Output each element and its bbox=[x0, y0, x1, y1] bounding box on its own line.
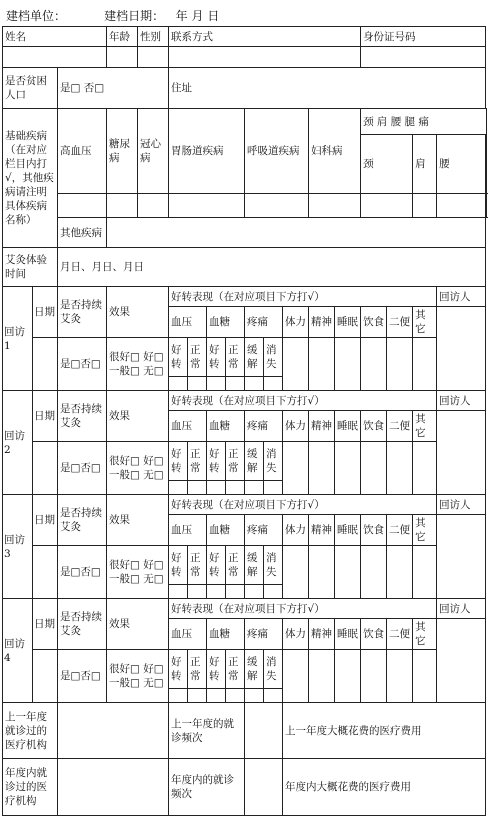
age-field[interactable] bbox=[107, 47, 138, 68]
age-label: 年龄 bbox=[107, 27, 138, 47]
pain-shoulder: 肩 bbox=[413, 135, 437, 194]
visit-1-date-label: 日期 bbox=[33, 287, 58, 338]
visit-4-check-pain-relieved[interactable] bbox=[245, 689, 264, 703]
sex-label: 性别 bbox=[138, 27, 169, 47]
visit-3-other: 其它 bbox=[413, 515, 437, 546]
visit-4-strength: 体力 bbox=[283, 619, 309, 650]
visit-3-strength: 体力 bbox=[283, 515, 309, 546]
visit-4-date-label: 日期 bbox=[33, 599, 58, 650]
visit-4-excretion: 二便 bbox=[387, 619, 413, 650]
visit-1-spirit: 精神 bbox=[309, 307, 335, 338]
visit-1-check-glucose-normal[interactable] bbox=[226, 377, 245, 391]
visit-1-continue-label: 是否持续艾灸 bbox=[58, 287, 107, 338]
visit-2-strength: 体力 bbox=[283, 411, 309, 442]
visit-1-sleep: 睡眠 bbox=[335, 307, 361, 338]
visit-1-check-bp-better[interactable] bbox=[169, 377, 188, 391]
visit-4-check-strength[interactable] bbox=[283, 650, 309, 703]
day-label: 日 bbox=[207, 9, 219, 23]
this-year-cost-label: 年度内大概花费的医疗费用 bbox=[283, 759, 486, 816]
visit-1-excretion: 二便 bbox=[387, 307, 413, 338]
registration-form-table bbox=[2, 26, 487, 816]
visit-3-check-diet[interactable] bbox=[361, 546, 387, 599]
visit-3-check-excretion[interactable] bbox=[387, 546, 413, 599]
visit-2-visitor-label: 回访人 bbox=[437, 391, 486, 411]
visit-3-diet: 饮食 bbox=[361, 515, 387, 546]
visit-2-effect-label: 效果 bbox=[107, 391, 169, 442]
id-number-label: 身份证号码 bbox=[361, 27, 486, 47]
visit-2-check-pain-gone[interactable] bbox=[264, 481, 283, 495]
visit-1-bp: 血压 bbox=[169, 307, 207, 338]
visit-2-glucose-better[interactable]: 好转 bbox=[207, 442, 226, 481]
this-year-institution-field[interactable] bbox=[58, 759, 169, 816]
prev-year-cost-label: 上一年度大概花费的医疗费用 bbox=[283, 703, 486, 759]
visit-3-pain: 疼痛 bbox=[245, 515, 283, 546]
visit-4-date-field[interactable] bbox=[33, 650, 58, 703]
visit-2-bp: 血压 bbox=[169, 411, 207, 442]
visit-4-check-sleep[interactable] bbox=[335, 650, 361, 703]
visit-3-glucose-normal[interactable]: 正常 bbox=[226, 546, 245, 585]
visit-4-spirit: 精神 bbox=[309, 619, 335, 650]
visit-4-check-bp-normal[interactable] bbox=[188, 689, 207, 703]
visit-3-glucose-better[interactable]: 好转 bbox=[207, 546, 226, 585]
visit-3-check-other[interactable] bbox=[413, 546, 437, 599]
visit-3-label: 回访3 bbox=[3, 495, 33, 599]
visit-1-other: 其它 bbox=[413, 307, 437, 338]
visit-3-check-pain-gone[interactable] bbox=[264, 585, 283, 599]
disease-respiratory: 呼吸道疾病 bbox=[245, 109, 309, 194]
visit-3-pain-relieved[interactable]: 缓解 bbox=[245, 546, 264, 585]
contact-field[interactable] bbox=[169, 47, 361, 68]
visit-1-check-bp-normal[interactable] bbox=[188, 377, 207, 391]
this-year-institution-label: 年度内就诊过的医疗机构 bbox=[3, 759, 58, 816]
visit-2-glucose-normal[interactable]: 正常 bbox=[226, 442, 245, 481]
visit-2-visitor-field[interactable] bbox=[437, 411, 486, 495]
visit-3-check-glucose-normal[interactable] bbox=[226, 585, 245, 599]
visit-4-pain: 疼痛 bbox=[245, 619, 283, 650]
this-year-frequency-label: 年度内的就诊频次 bbox=[169, 759, 245, 816]
visit-2-check-strength[interactable] bbox=[283, 442, 309, 495]
visit-1-bp-better[interactable]: 好转 bbox=[169, 338, 188, 377]
visit-4-other: 其它 bbox=[413, 619, 437, 650]
visit-4-continue-options[interactable]: 是□否□ bbox=[58, 650, 107, 703]
visit-4-check-glucose-normal[interactable] bbox=[226, 689, 245, 703]
visit-2-continue-options[interactable]: 是□否□ bbox=[58, 442, 107, 495]
visit-1-glucose-better[interactable]: 好转 bbox=[207, 338, 226, 377]
visit-1-visitor-label: 回访人 bbox=[437, 287, 486, 307]
pain-group-label: 颈 肩 腰 腿 痛 bbox=[361, 109, 487, 135]
visit-1-diet: 饮食 bbox=[361, 307, 387, 338]
visit-1-check-spirit[interactable] bbox=[309, 338, 335, 391]
visit-4-check-other[interactable] bbox=[413, 650, 437, 703]
visit-4-effect-label: 效果 bbox=[107, 599, 169, 650]
visit-2-bp-better[interactable]: 好转 bbox=[169, 442, 188, 481]
prev-year-frequency-label: 上一年度的就诊频次 bbox=[169, 703, 245, 759]
visit-1-effect-label: 效果 bbox=[107, 287, 169, 338]
visit-3-check-glucose-better[interactable] bbox=[207, 585, 226, 599]
visit-4-check-excretion[interactable] bbox=[387, 650, 413, 703]
visit-2-spirit: 精神 bbox=[309, 411, 335, 442]
visit-3-bp-better[interactable]: 好转 bbox=[169, 546, 188, 585]
visit-2-check-bp-normal[interactable] bbox=[188, 481, 207, 495]
visit-4-check-bp-better[interactable] bbox=[169, 689, 188, 703]
visit-2-glucose: 血糖 bbox=[207, 411, 245, 442]
disease-coronary: 冠心病 bbox=[138, 109, 169, 194]
visit-4-check-glucose-better[interactable] bbox=[207, 689, 226, 703]
pain-neck: 颈 bbox=[361, 135, 413, 194]
visit-1-strength: 体力 bbox=[283, 307, 309, 338]
visit-1-check-excretion[interactable] bbox=[387, 338, 413, 391]
visit-1-date-field[interactable] bbox=[33, 338, 58, 391]
prev-year-frequency-field[interactable] bbox=[245, 703, 283, 759]
visit-1-improve-label: 好转表现（在对应项目下方打√） bbox=[169, 287, 437, 307]
visit-3-continue-options[interactable]: 是□否□ bbox=[58, 546, 107, 599]
name-label: 姓名 bbox=[3, 27, 107, 47]
visit-3-spirit: 精神 bbox=[309, 515, 335, 546]
visit-4-glucose: 血糖 bbox=[207, 619, 245, 650]
visit-4-check-diet[interactable] bbox=[361, 650, 387, 703]
visit-2-effect-options[interactable]: 很好□ 好□ 一般□ 无□ bbox=[107, 442, 169, 495]
visit-2-diet: 饮食 bbox=[361, 411, 387, 442]
visit-4-check-pain-gone[interactable] bbox=[264, 689, 283, 703]
this-year-frequency-field[interactable] bbox=[245, 759, 283, 816]
moxa-dates[interactable]: 月日、月日、月日 bbox=[58, 248, 486, 287]
visit-2-check-excretion[interactable] bbox=[387, 442, 413, 495]
prev-year-institution-label: 上一年度就诊过的医疗机构 bbox=[3, 703, 58, 759]
visit-3-bp: 血压 bbox=[169, 515, 207, 546]
visit-1-check-other[interactable] bbox=[413, 338, 437, 391]
visit-2-pain-gone[interactable]: 消失 bbox=[264, 442, 283, 481]
visit-3-check-spirit[interactable] bbox=[309, 546, 335, 599]
visit-4-diet: 饮食 bbox=[361, 619, 387, 650]
name-field[interactable] bbox=[3, 47, 107, 68]
sex-field[interactable] bbox=[138, 47, 169, 68]
visit-2-sleep: 睡眠 bbox=[335, 411, 361, 442]
visit-1-glucose: 血糖 bbox=[207, 307, 245, 338]
visit-4-effect-options[interactable]: 很好□ 好□ 一般□ 无□ bbox=[107, 650, 169, 703]
pain-waist: 腰 bbox=[437, 135, 486, 194]
visit-2-pain: 疼痛 bbox=[245, 411, 283, 442]
visit-1-continue-options[interactable]: 是□否□ bbox=[58, 338, 107, 391]
visit-2-label: 回访2 bbox=[3, 391, 33, 495]
visit-2-check-glucose-normal[interactable] bbox=[226, 481, 245, 495]
visit-4-bp-normal[interactable]: 正常 bbox=[188, 650, 207, 689]
visit-3-pain-gone[interactable]: 消失 bbox=[264, 546, 283, 585]
prev-year-institution-field[interactable] bbox=[58, 703, 169, 759]
visit-2-check-pain-relieved[interactable] bbox=[245, 481, 264, 495]
visit-2-check-diet[interactable] bbox=[361, 442, 387, 495]
disease-gastro: 胃肠道疾病 bbox=[169, 109, 245, 194]
visit-3-visitor-field[interactable] bbox=[437, 515, 486, 599]
visit-1-check-pain-gone[interactable] bbox=[264, 377, 283, 391]
visit-1-check-strength[interactable] bbox=[283, 338, 309, 391]
visit-2-continue-label: 是否持续艾灸 bbox=[58, 391, 107, 442]
form-header bbox=[6, 7, 219, 24]
visit-3-date-label: 日期 bbox=[33, 495, 58, 546]
check-respiratory[interactable] bbox=[245, 194, 309, 218]
check-gastro[interactable] bbox=[169, 194, 245, 218]
check-shoulder[interactable] bbox=[413, 194, 437, 218]
visit-1-effect-options[interactable]: 很好□ 好□ 一般□ 无□ bbox=[107, 338, 169, 391]
visit-4-visitor-label: 回访人 bbox=[437, 599, 486, 619]
contact-label: 联系方式 bbox=[169, 27, 361, 47]
visit-4-glucose-normal[interactable]: 正常 bbox=[226, 650, 245, 689]
date-label: 建档日期： bbox=[104, 9, 164, 23]
visit-3-sleep: 睡眠 bbox=[335, 515, 361, 546]
visit-4-continue-label: 是否持续艾灸 bbox=[58, 599, 107, 650]
visit-3-check-bp-better[interactable] bbox=[169, 585, 188, 599]
visit-2-pain-relieved[interactable]: 缓解 bbox=[245, 442, 264, 481]
visit-3-check-pain-relieved[interactable] bbox=[245, 585, 264, 599]
visit-1-visitor-field[interactable] bbox=[437, 307, 486, 391]
visit-2-check-spirit[interactable] bbox=[309, 442, 335, 495]
visit-2-date-field[interactable] bbox=[33, 442, 58, 495]
visit-2-check-sleep[interactable] bbox=[335, 442, 361, 495]
poor-label: 是否贫困人口 bbox=[3, 68, 58, 109]
visit-3-effect-options[interactable]: 很好□ 好□ 一般□ 无□ bbox=[107, 546, 169, 599]
id-number-field[interactable] bbox=[361, 47, 486, 68]
other-disease-label: 其他疾病 bbox=[58, 218, 107, 248]
visit-3-date-field[interactable] bbox=[33, 546, 58, 599]
visit-3-continue-label: 是否持续艾灸 bbox=[58, 495, 107, 546]
visit-1-check-sleep[interactable] bbox=[335, 338, 361, 391]
visit-3-check-bp-normal[interactable] bbox=[188, 585, 207, 599]
check-gynecology[interactable] bbox=[309, 194, 361, 218]
visit-1-pain-relieved[interactable]: 缓解 bbox=[245, 338, 264, 377]
visit-2-check-glucose-better[interactable] bbox=[207, 481, 226, 495]
visit-4-sleep: 睡眠 bbox=[335, 619, 361, 650]
check-neck[interactable] bbox=[361, 194, 413, 218]
visit-4-visitor-field[interactable] bbox=[437, 619, 486, 703]
check-waist[interactable] bbox=[437, 194, 486, 218]
visit-3-check-sleep[interactable] bbox=[335, 546, 361, 599]
visit-4-bp: 血压 bbox=[169, 619, 207, 650]
visit-4-pain-gone[interactable]: 消失 bbox=[264, 650, 283, 689]
visit-3-effect-label: 效果 bbox=[107, 495, 169, 546]
visit-4-label: 回访4 bbox=[3, 599, 33, 703]
poor-yes-no[interactable]: 是□ 否□ bbox=[58, 68, 169, 109]
visit-2-other: 其它 bbox=[413, 411, 437, 442]
visit-3-check-strength[interactable] bbox=[283, 546, 309, 599]
year-label: 年 bbox=[176, 9, 188, 23]
visit-2-date-label: 日期 bbox=[33, 391, 58, 442]
visit-3-glucose: 血糖 bbox=[207, 515, 245, 546]
visit-1-pain-gone[interactable]: 消失 bbox=[264, 338, 283, 377]
check-hypertension[interactable] bbox=[58, 194, 107, 218]
visit-4-bp-better[interactable]: 好转 bbox=[169, 650, 188, 689]
visit-2-check-bp-better[interactable] bbox=[169, 481, 188, 495]
visit-3-excretion: 二便 bbox=[387, 515, 413, 546]
check-diabetes[interactable] bbox=[107, 194, 138, 218]
check-coronary[interactable] bbox=[138, 194, 169, 218]
visit-2-improve-label: 好转表现（在对应项目下方打√） bbox=[169, 391, 437, 411]
visit-3-improve-label: 好转表现（在对应项目下方打√） bbox=[169, 495, 437, 515]
visit-1-check-glucose-better[interactable] bbox=[207, 377, 226, 391]
month-label: 月 bbox=[191, 9, 203, 23]
visit-4-check-spirit[interactable] bbox=[309, 650, 335, 703]
disease-gynecology: 妇科病 bbox=[309, 109, 361, 194]
disease-label: 基础疾病（在对应栏目内打√，其他疾病请注明具体疾病名称） bbox=[3, 109, 58, 248]
visit-1-pain: 疼痛 bbox=[245, 307, 283, 338]
visit-1-glucose-normal[interactable]: 正常 bbox=[226, 338, 245, 377]
visit-4-glucose-better[interactable]: 好转 bbox=[207, 650, 226, 689]
visit-2-bp-normal[interactable]: 正常 bbox=[188, 442, 207, 481]
disease-hypertension: 高血压 bbox=[58, 109, 107, 194]
visit-4-pain-relieved[interactable]: 缓解 bbox=[245, 650, 264, 689]
visit-1-label: 回访1 bbox=[3, 287, 33, 391]
address-label: 住址 bbox=[169, 68, 486, 109]
visit-4-improve-label: 好转表现（在对应项目下方打√） bbox=[169, 599, 437, 619]
disease-diabetes: 糖尿病 bbox=[107, 109, 138, 194]
unit-label: 建档单位： bbox=[6, 9, 66, 23]
visit-2-excretion: 二便 bbox=[387, 411, 413, 442]
visit-1-check-diet[interactable] bbox=[361, 338, 387, 391]
other-disease-field[interactable] bbox=[107, 218, 486, 248]
visit-1-check-pain-relieved[interactable] bbox=[245, 377, 264, 391]
visit-3-bp-normal[interactable]: 正常 bbox=[188, 546, 207, 585]
visit-3-visitor-label: 回访人 bbox=[437, 495, 486, 515]
visit-2-check-other[interactable] bbox=[413, 442, 437, 495]
visit-1-bp-normal[interactable]: 正常 bbox=[188, 338, 207, 377]
moxa-time-label: 艾灸体验时间 bbox=[3, 248, 58, 287]
